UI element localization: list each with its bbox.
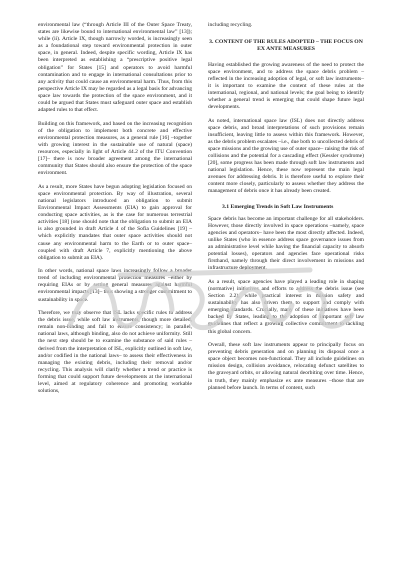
right-paragraph-3: Space debris has become an important challenge for all stakeholders. However, those directly involved in space operations –namely, space agencies and operators– have been the most directly affected. Indeed, unlike States (who in essence address space governance issues from an administrative level while having the financial capacity to absorb potential losses), operators and agencies face operational risks firsthand, namely through their direct involvement in missions and infrastructure deployment. (208, 215, 364, 272)
right-column (208, 22, 364, 398)
right-paragraph-4: As a result, space agencies have played a leading role in shaping (normative) initiatives and efforts to address the debris issue (see Section 2.2), while practical interest in mission safety and sustainability has also driven them to support and comply with emerging standards. Crucially, many of these initiatives have been backed by States, leading to the adoption of important soft law guidelines that reflect a growing collective commitment to tackling this global concern. (208, 278, 364, 335)
right-paragraph-5: Overall, these soft law instruments appear to principally focus on preventing debris generation and on planning its disposal once a space object becomes non-functional. They all include guidelines on mission design, collision avoidance, relocating defunct satellites to the graveyard orbits, or allowing natural deorbiting over time. Hence, in truth, they mainly emphasize ex ante measures –those that are planned before launch. In terms of content, such (208, 342, 364, 391)
left-column (38, 22, 192, 402)
left-paragraph-5: Therefore, we may observe that ISL lacks specific rules to address the debris issue, while soft law instruments, though more detailed, remain non-binding and fail to ensure consistency; in parallel, national laws, although binding, also do not achieve uniformity. Still the next step should be to examine the substance of said rules –derived from the interpretation of ISL, explicitly outlined in soft law, and/or codified in the national laws– to assess their effectiveness in managing the existing debris, including their removal and/or recycling. This analysis will clarify whether a trend or practice is forming that could support future developments at the international level, aimed at regulatory coherence and promoting workable solutions, (38, 310, 192, 395)
left-paragraph-3: As a result, more States have begun adopting legislation focused on space environmental protection. By way of illustration, several national legislators introduced an obligation to submit Environmental Impact Assessments (EIA) to gain approval for conducting space activities, as is the case for numerous terrestrial activities [18] (one should note that the obligation to submit an EIA is also grounded in draft Article 4 of the Sofia Guidelines [19] – which explicitly mandates that outer space activities should not cause any environmental harm to the Earth or to outer space– coupled with draft Article 7, explicitly mentioning the above obligation to submit an EIA). (38, 183, 192, 261)
subsection-heading: 3.1 Emerging Trends in Soft Law Instruments (222, 203, 334, 210)
left-paragraph-4: In other words, national space laws increasingly follow a broader trend of including environmental protection measures –either by requiring EIAs or by setting general measures against harmful environmental impacts [13]– thus showing a stronger commitment to sustainability in space. (38, 268, 192, 303)
right-paragraph-2: As noted, international space law (ISL) does not directly address space debris, and broad interpretations of such provisions remain insufficient, leaving little to assess within this framework. However, as the debris problem escalates –i.e., due both to uncollected debris of space missions and the growing use of outer space– raising the risk of collisions and the potential for a cascading effect (Kessler syndrome) [20], some progress has been made through soft law instruments and national legislation. Hence, these now represent the main legal avenues for addressing debris. It is therefore useful to explore their content more closely, particularly to assess whether they address the management of debris once it has already been created. (208, 117, 364, 195)
left-paragraph-2: Building on this framework, and based on the increasing recognition of the obligation to implement both concrete and effective environmental protection measures, as a general rule [16] –together with growing interest in the sustainable use of natural (space) resources, especially in light of Article 44.2 of the ITU Convention [17]– there is now broader agreement among the international community that States should also ensure the protection of the space environment. (38, 120, 192, 177)
left-paragraph-1: environmental law (“through Article III of the Outer Space Treaty, states are likewise bound to international environmental law” [13]); while (ii). Article IX, though narrowly worded, is increasingly seen as a foundational step toward environmental protection in outer space, in general. Indeed, despite specific wording, Article IX has been interpreted as establishing a “prescriptive positive legal obligation” for States [15] and operators to avoid harmful contamination and to engage in international consultations prior to any activity that could cause an environmental harm. Thus, from this perspective Article IX may be regarded as a legal basis for advancing space law towards the protection of the space environment, and it could be argued that States must safeguard outer space and establish adapted rules to that effect. (38, 22, 192, 114)
section-heading: 3. CONTENT OF THE RULES ADOPTED – THE FOCUS ON EX ANTE MEASURES (209, 39, 363, 53)
right-paragraph-1: Having established the growing awareness of the need to protect the space environment, and to address the space debris problem –reflected in the increasing adoption of legal, or soft law instruments– it is important to examine the content of these rules at the international, regional, and national levels; the goal being to identify whether a general trend is emerging that could shape future legal developments. (208, 61, 364, 111)
right-paragraph-0: including recycling. (208, 22, 253, 28)
